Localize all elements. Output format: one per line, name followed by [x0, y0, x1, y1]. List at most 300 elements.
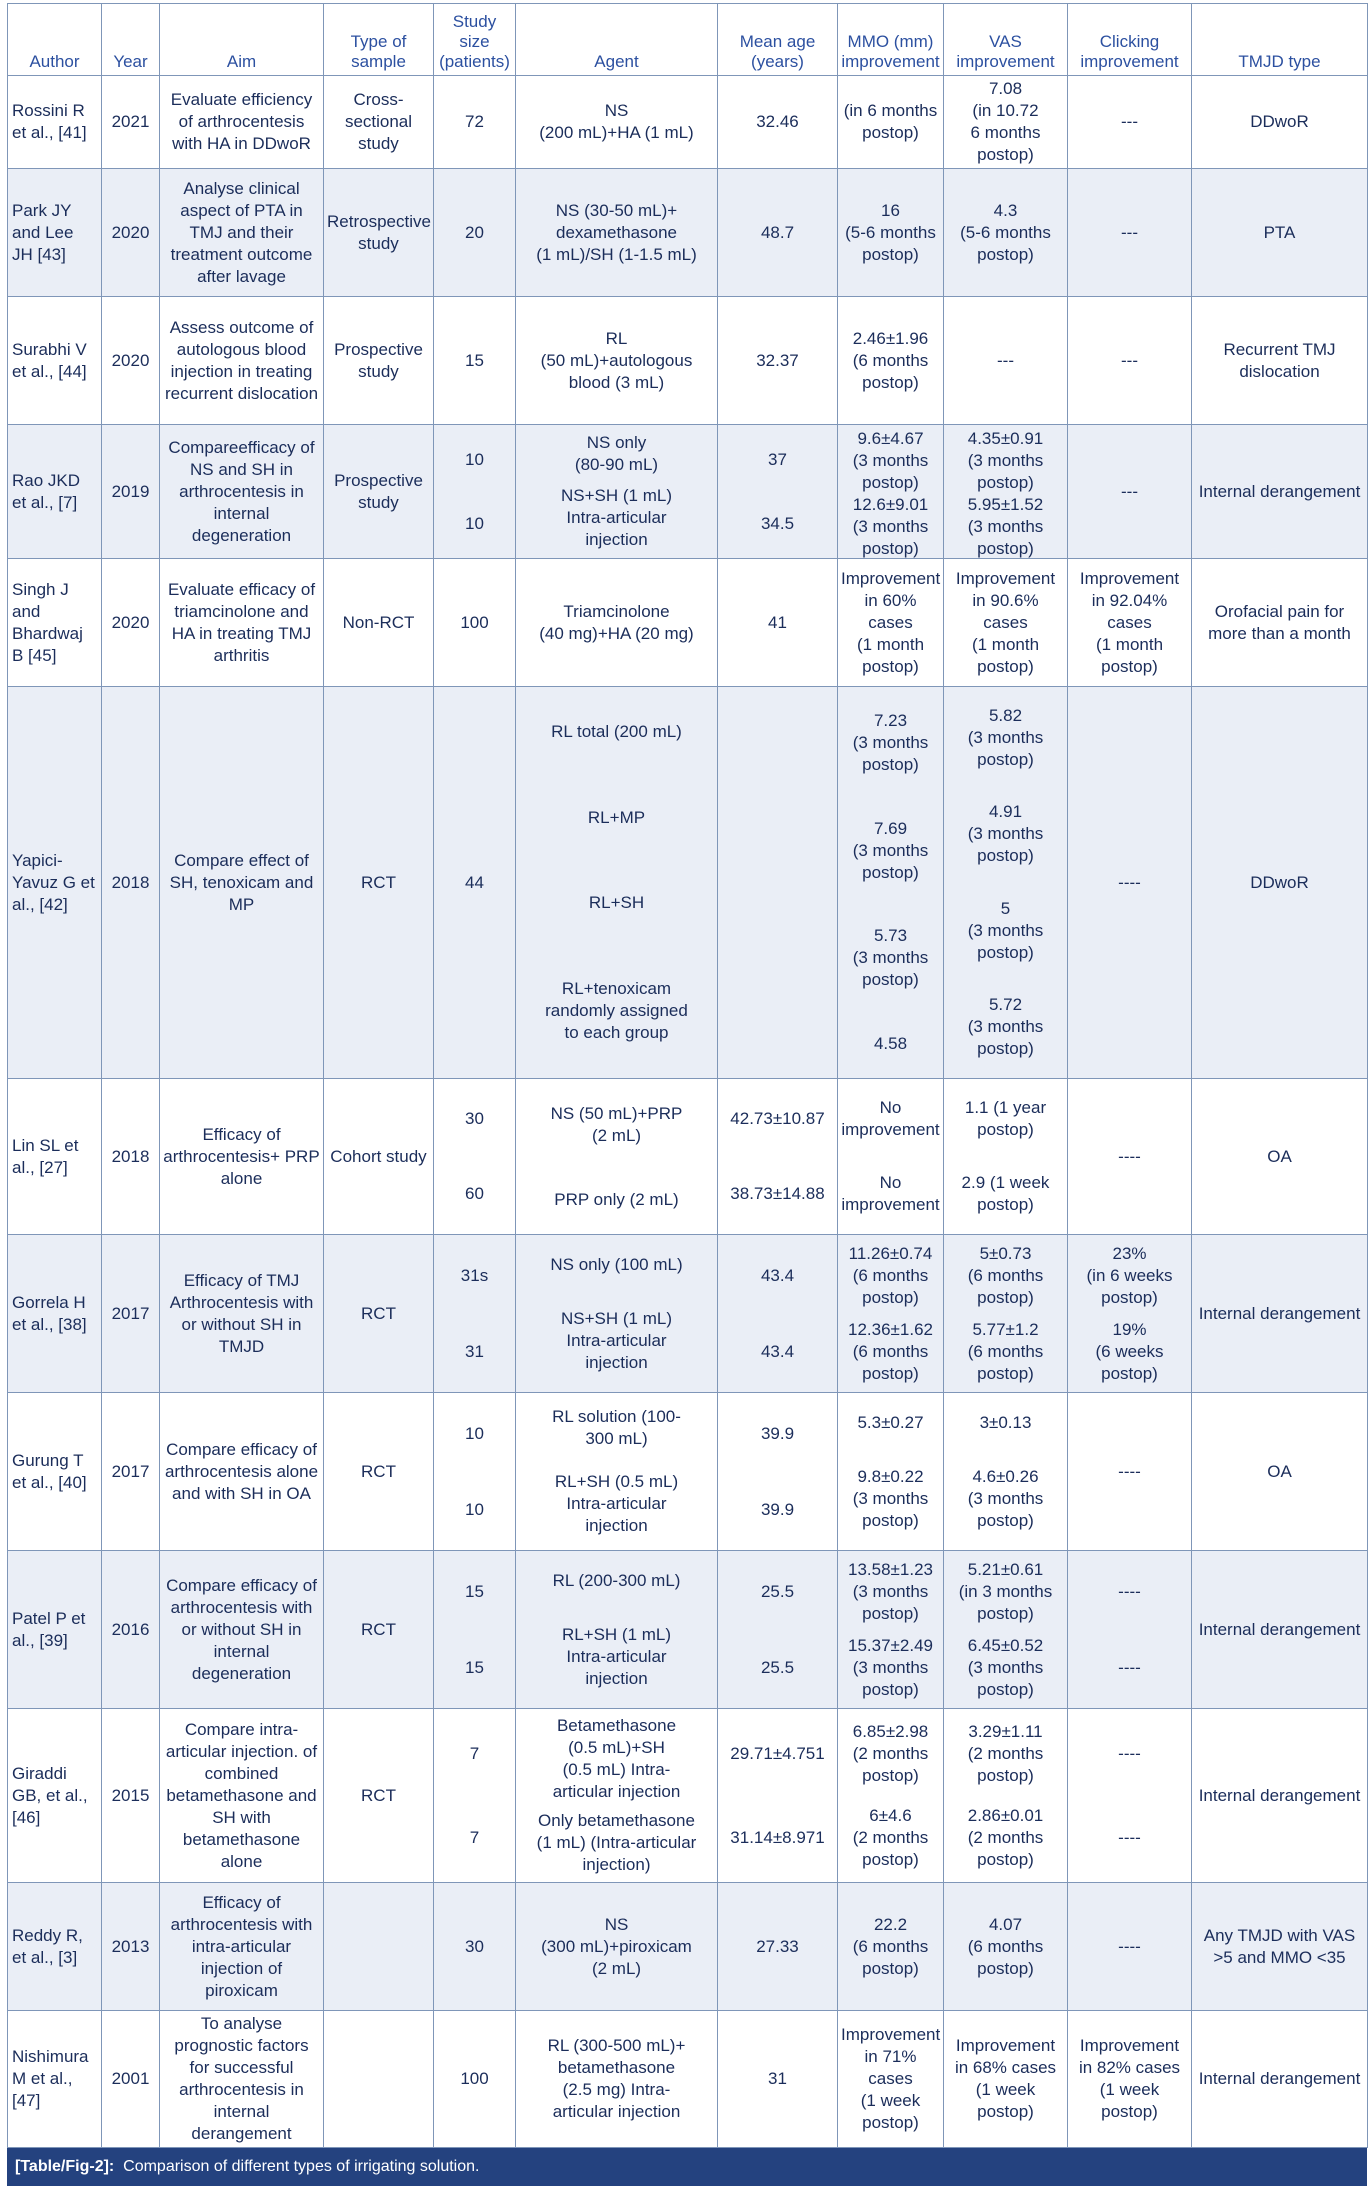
cell-vas	[944, 76, 1068, 169]
cell-vas-part: 5 (3 months postop)	[967, 898, 1044, 962]
header-row	[8, 4, 1368, 76]
cell-agent	[516, 76, 718, 169]
cell-click-text: ---	[1121, 112, 1138, 131]
cell-vas	[944, 297, 1068, 425]
header-cell: TMJD type	[1192, 4, 1368, 76]
cell-aim	[160, 425, 324, 559]
cell-age	[718, 76, 838, 169]
cell-size-part: 15	[465, 1657, 484, 1677]
cell-click-text: ---	[1121, 222, 1138, 242]
cell-year-text: 2018	[111, 1146, 150, 1166]
cell-year	[102, 1709, 160, 1883]
cell-type	[324, 1709, 434, 1883]
cell-age-part: 42.73±10.87	[730, 1109, 825, 1128]
cell-author	[8, 1393, 102, 1551]
cell-click	[1068, 1079, 1192, 1235]
cell-year	[102, 1079, 160, 1235]
table-row	[8, 1551, 1368, 1709]
cell-author	[8, 1551, 102, 1709]
cell-agent	[516, 1079, 718, 1235]
cell-year-text: 2021	[111, 112, 150, 131]
cell-type	[324, 687, 434, 1079]
cell-tmjd	[1192, 297, 1368, 425]
cell-mmo-part: 12.6±9.01 (3 months postop)	[852, 494, 929, 558]
cell-age-part: 38.73±14.88	[730, 1184, 825, 1203]
cell-type-text: RCT	[361, 1619, 396, 1639]
cell-vas	[944, 1883, 1068, 2011]
cell-author	[8, 559, 102, 687]
table-row	[8, 1883, 1368, 2011]
cell-vas-part: 5.95±1.52 (3 months postop)	[967, 494, 1044, 558]
table-row	[8, 2011, 1368, 2148]
cell-click	[1068, 425, 1192, 559]
table-body	[8, 76, 1368, 2148]
cell-author	[8, 1235, 102, 1393]
cell-agent-part: NS+SH (1 mL) Intra-articular injection	[561, 1308, 672, 1372]
cell-mmo-part: 5.3±0.27	[857, 1412, 924, 1432]
cell-age-part: 31.14±8.971	[730, 1827, 825, 1847]
cell-click	[1068, 1883, 1192, 2011]
cell-mmo-text: 16 (5-6 months postop)	[845, 200, 936, 264]
table-row	[8, 76, 1368, 169]
cell-click	[1068, 559, 1192, 687]
cell-age-part: 37	[768, 449, 787, 469]
cell-size-part: 30	[465, 1109, 484, 1128]
cell-aim-text: Efficacy of TMJ Arthrocentesis with or without SH in TMJD	[169, 1270, 314, 1356]
cell-author	[8, 169, 102, 297]
cell-mmo	[838, 425, 944, 559]
cell-agent-part: NS (50 mL)+PRP (2 mL)	[550, 1103, 683, 1145]
cell-vas-part: 4.6±0.26 (3 months postop)	[967, 1466, 1044, 1530]
cell-tmjd-text: DDwoR	[1250, 872, 1309, 892]
cell-year	[102, 559, 160, 687]
cell-click-text: ----	[1118, 1461, 1141, 1481]
cell-mmo-part: 6±4.6 (2 months postop)	[852, 1805, 929, 1869]
cell-agent-text: RL (300-500 mL)+ betamethasone (2.5 mg) Intra- articular injection	[547, 2036, 686, 2121]
cell-age	[718, 1709, 838, 1883]
cell-type	[324, 297, 434, 425]
cell-vas-text: Improvement in 90.6% cases (1 month postop)	[955, 568, 1056, 676]
cell-age-part: 34.5	[760, 513, 795, 533]
cell-vas-text: 4.3 (5-6 months postop)	[960, 200, 1051, 264]
cell-size	[434, 297, 516, 425]
cell-mmo-part: 12.36±1.62 (6 months postop)	[848, 1319, 933, 1383]
cell-author-text: Lin SL et al., [27]	[12, 1135, 79, 1177]
cell-age-part: 25.5	[760, 1657, 795, 1677]
cell-agent-part: NS only (100 mL)	[550, 1254, 683, 1274]
cell-size	[434, 1883, 516, 2011]
table-row	[8, 1079, 1368, 1235]
cell-size-part: 31	[465, 1341, 484, 1361]
cell-year	[102, 687, 160, 1079]
cell-author-text: Surabhi V et al., [44]	[12, 339, 87, 381]
cell-click	[1068, 1709, 1192, 1883]
cell-agent-part: RL+MP	[587, 807, 646, 827]
cell-vas	[944, 425, 1068, 559]
cell-aim-text: Efficacy of arthrocentesis+ PRP alone	[163, 1124, 320, 1188]
cell-vas-text: 7.08 (in 10.72 6 months postop)	[970, 79, 1041, 164]
cell-agent	[516, 297, 718, 425]
cell-age	[718, 425, 838, 559]
cell-aim	[160, 1883, 324, 2011]
cell-click-text: ---	[1121, 350, 1138, 370]
cell-tmjd	[1192, 76, 1368, 169]
cell-size	[434, 1235, 516, 1393]
table-row	[8, 169, 1368, 297]
cell-age	[718, 1883, 838, 2011]
cell-type	[324, 76, 434, 169]
cell-age-part: 39.9	[760, 1499, 795, 1519]
cell-tmjd-text: Internal derangement	[1198, 1619, 1361, 1639]
cell-author	[8, 425, 102, 559]
table-row	[8, 297, 1368, 425]
cell-aim	[160, 1235, 324, 1393]
cell-mmo	[838, 1709, 944, 1883]
table-row	[8, 1709, 1368, 1883]
cell-year-text: 2013	[111, 1936, 150, 1956]
cell-size-part: 10	[465, 1499, 484, 1519]
cell-mmo	[838, 1393, 944, 1551]
cell-size-text: 100	[460, 2069, 489, 2088]
cell-agent	[516, 559, 718, 687]
cell-mmo-part: 7.23 (3 months postop)	[852, 711, 929, 775]
cell-aim-text: To analyse prognostic factors for successful arthrocentesis in internal derangement	[174, 2014, 309, 2143]
cell-agent	[516, 1883, 718, 2011]
cell-click	[1068, 1393, 1192, 1551]
cell-type-text: Prospective study	[334, 470, 423, 512]
cell-type-text: Retrospective study	[327, 211, 431, 253]
cell-tmjd-text: Internal derangement	[1198, 481, 1361, 501]
cell-age-text: 32.37	[756, 350, 799, 370]
cell-click-part: ----	[1118, 1657, 1141, 1677]
table-row	[8, 1393, 1368, 1551]
cell-author-text: Singh J and Bhardwaj B [45]	[12, 579, 83, 665]
table-container	[7, 3, 1367, 2186]
cell-tmjd-text: OA	[1267, 1461, 1292, 1481]
cell-aim-text: Compare intra-articular injection. of combined betamethasone and SH with betamethasone alone	[165, 1719, 318, 1871]
cell-agent-text: NS (300 mL)+piroxicam (2 mL)	[541, 1914, 692, 1978]
cell-mmo-text: 2.46±1.96 (6 months postop)	[852, 328, 929, 392]
cell-type-text: RCT	[361, 872, 396, 892]
cell-vas-part: 2.86±0.01 (2 months postop)	[967, 1805, 1044, 1869]
cell-type	[324, 1551, 434, 1709]
header-cell: Aim	[160, 4, 324, 76]
cell-mmo-part: No improvement	[841, 1098, 940, 1139]
cell-vas	[944, 1079, 1068, 1235]
cell-author	[8, 2011, 102, 2148]
cell-type-text: Prospective study	[334, 339, 423, 381]
cell-type-text: RCT	[361, 1785, 396, 1805]
header-cell: Year	[102, 4, 160, 76]
cell-author-text: Yapici-Yavuz G et al., [42]	[12, 850, 95, 914]
cell-vas-part: 5.72 (3 months postop)	[967, 995, 1044, 1059]
cell-mmo-part: 6.85±2.98 (2 months postop)	[852, 1721, 929, 1785]
cell-size-part: 31s	[460, 1265, 489, 1285]
cell-tmjd-text: OA	[1267, 1146, 1292, 1166]
cell-click	[1068, 687, 1192, 1079]
cell-age-text: 48.7	[760, 222, 795, 242]
cell-year-text: 2019	[111, 481, 150, 501]
header-cell: Study size (patients)	[434, 4, 516, 76]
cell-size-text: 72	[465, 112, 484, 131]
cell-mmo-part: 9.6±4.67 (3 months postop)	[852, 428, 929, 492]
cell-age-part: 43.4	[760, 1265, 795, 1285]
cell-type	[324, 2011, 434, 2148]
cell-click-text: ----	[1118, 1146, 1141, 1166]
cell-vas-part: 5.77±1.2 (6 months postop)	[967, 1319, 1044, 1383]
cell-aim-text: Evaluate efficiency of arthrocentesis with HA in DDwoR	[170, 90, 313, 153]
cell-type-text: RCT	[361, 1303, 396, 1323]
cell-author	[8, 687, 102, 1079]
cell-click-part: 23% (in 6 weeks postop)	[1086, 1243, 1173, 1307]
cell-tmjd	[1192, 1883, 1368, 2011]
cell-author-text: Gurung T et al., [40]	[12, 1450, 87, 1492]
cell-type	[324, 1079, 434, 1235]
cell-age-text: 32.46	[756, 112, 799, 131]
cell-tmjd	[1192, 1393, 1368, 1551]
cell-aim-text: Evaluate efficacy of triamcinolone and HA in treating TMJ arthritis	[167, 579, 316, 665]
cell-mmo-text: (in 6 months postop)	[843, 101, 938, 142]
cell-tmjd-text: Internal derangement	[1198, 1303, 1361, 1323]
cell-vas-part: 3±0.13	[979, 1412, 1032, 1432]
cell-mmo	[838, 687, 944, 1079]
cell-agent	[516, 1709, 718, 1883]
cell-year	[102, 2011, 160, 2148]
cell-tmjd-text: Recurrent TMJ dislocation	[1223, 339, 1336, 381]
header-cell: Type of sample	[324, 4, 434, 76]
cell-vas	[944, 169, 1068, 297]
cell-type-text: RCT	[361, 1461, 396, 1481]
cell-year	[102, 1235, 160, 1393]
cell-vas-part: 6.45±0.52 (3 months postop)	[967, 1635, 1044, 1699]
cell-tmjd-text: Internal derangement	[1198, 1785, 1361, 1805]
cell-mmo	[838, 1551, 944, 1709]
cell-click-part: 19% (6 weeks postop)	[1095, 1319, 1164, 1383]
cell-mmo-part: 15.37±2.49 (3 months postop)	[848, 1635, 933, 1699]
cell-size	[434, 687, 516, 1079]
cell-agent-part: RL+SH (0.5 mL) Intra-articular injection	[554, 1472, 679, 1535]
cell-aim-text: Assess outcome of autologous blood injection in treating recurrent dislocation	[164, 317, 319, 403]
cell-aim	[160, 687, 324, 1079]
cell-mmo-text: 22.2 (6 months postop)	[852, 1914, 929, 1978]
cell-aim-text: Compare efficacy of arthrocentesis with or without SH in internal degeneration	[166, 1575, 317, 1683]
cell-author-text: Gorrela H et al., [38]	[12, 1292, 87, 1334]
header-cell: Clicking improvement	[1068, 4, 1192, 76]
cell-age	[718, 297, 838, 425]
cell-tmjd	[1192, 1235, 1368, 1393]
cell-tmjd-text: DDwoR	[1250, 112, 1309, 131]
cell-author	[8, 1883, 102, 2011]
caption-label: [Table/Fig-2]:	[15, 2158, 115, 2175]
cell-year-text: 2015	[111, 1785, 150, 1805]
cell-click-part: ----	[1118, 1743, 1141, 1763]
cell-age-text: 41	[768, 612, 787, 632]
cell-vas-part: 1.1 (1 year postop)	[964, 1098, 1047, 1139]
cell-year	[102, 1393, 160, 1551]
cell-mmo	[838, 2011, 944, 2148]
cell-age	[718, 2011, 838, 2148]
cell-age-text: 31	[768, 2069, 787, 2088]
cell-author-text: Rossini R et al., [41]	[12, 101, 87, 142]
cell-agent-part: RL (200-300 mL)	[552, 1570, 681, 1590]
cell-tmjd-text: Internal derangement	[1198, 2069, 1361, 2088]
cell-vas-part: 5±0.73 (6 months postop)	[967, 1243, 1044, 1307]
cell-age	[718, 687, 838, 1079]
cell-tmjd	[1192, 2011, 1368, 2148]
cell-vas	[944, 1235, 1068, 1393]
cell-size-text: 30	[465, 1936, 484, 1956]
cell-vas-part: 4.35±0.91 (3 months postop)	[967, 428, 1044, 492]
cell-year-text: 2001	[111, 2069, 150, 2088]
cell-vas	[944, 2011, 1068, 2148]
cell-mmo-part: 4.58	[873, 1033, 908, 1053]
cell-click	[1068, 169, 1192, 297]
header-cell: Agent	[516, 4, 718, 76]
cell-type	[324, 1883, 434, 2011]
cell-aim	[160, 1709, 324, 1883]
cell-tmjd-text: Any TMJD with VAS >5 and MMO <35	[1203, 1925, 1356, 1967]
cell-click-text: Improvement in 82% cases (1 week postop)	[1078, 2036, 1181, 2121]
cell-mmo-part: No improvement	[841, 1173, 940, 1214]
cell-agent	[516, 1393, 718, 1551]
cell-size	[434, 1551, 516, 1709]
cell-agent-part: PRP only (2 mL)	[554, 1189, 679, 1209]
cell-vas	[944, 687, 1068, 1079]
cell-size-part: 7	[469, 1743, 480, 1763]
cell-size-part: 10	[465, 513, 484, 533]
cell-aim	[160, 76, 324, 169]
cell-tmjd	[1192, 1079, 1368, 1235]
cell-aim-text: Compare efficacy of arthrocentesis alone and with SH in OA	[164, 1439, 319, 1503]
table-row	[8, 425, 1368, 559]
table-caption	[7, 2148, 1367, 2186]
cell-author-text: Reddy R, et al., [3]	[12, 1925, 83, 1967]
cell-click	[1068, 1551, 1192, 1709]
cell-age-part: 25.5	[760, 1581, 795, 1601]
caption-text: Comparison of different types of irrigating solution.	[123, 2158, 480, 2175]
cell-size-part: 10	[465, 1423, 484, 1443]
cell-age-part: 43.4	[760, 1341, 795, 1361]
cell-agent	[516, 1235, 718, 1393]
cell-age-part: 39.9	[760, 1423, 795, 1443]
cell-aim	[160, 297, 324, 425]
cell-tmjd	[1192, 169, 1368, 297]
cell-size-text: 44	[465, 872, 484, 892]
cell-size	[434, 169, 516, 297]
cell-click	[1068, 76, 1192, 169]
cell-year	[102, 1883, 160, 2011]
cell-age	[718, 1079, 838, 1235]
cell-vas-part: 5.82 (3 months postop)	[967, 705, 1044, 769]
cell-size	[434, 76, 516, 169]
cell-tmjd	[1192, 425, 1368, 559]
cell-agent-part: Betamethasone (0.5 mL)+SH (0.5 mL) Intra- articular injection	[552, 1716, 681, 1801]
cell-author	[8, 76, 102, 169]
cell-vas-part: 5.21±0.61 (in 3 months postop)	[958, 1559, 1053, 1623]
cell-author-text: Nishimura M et al., [47]	[12, 2047, 89, 2110]
cell-year-text: 2020	[111, 350, 150, 370]
cell-mmo	[838, 1235, 944, 1393]
cell-type	[324, 169, 434, 297]
cell-age	[718, 559, 838, 687]
cell-vas	[944, 1709, 1068, 1883]
table-row	[8, 687, 1368, 1079]
cell-age	[718, 1235, 838, 1393]
cell-mmo-part: 7.69 (3 months postop)	[852, 818, 929, 882]
cell-author	[8, 1709, 102, 1883]
cell-year	[102, 425, 160, 559]
cell-vas-text: 4.07 (6 months postop)	[967, 1914, 1044, 1978]
cell-year-text: 2020	[111, 222, 150, 242]
cell-type	[324, 1393, 434, 1551]
table-row	[8, 1235, 1368, 1393]
cell-vas	[944, 1393, 1068, 1551]
cell-aim-text: Compareefficacy of NS and SH in arthrocentesis in internal degeneration	[168, 437, 315, 545]
cell-author	[8, 1079, 102, 1235]
cell-author	[8, 297, 102, 425]
cell-year-text: 2016	[111, 1619, 150, 1639]
cell-agent	[516, 425, 718, 559]
cell-aim	[160, 559, 324, 687]
cell-mmo-text: Improvement in 71% cases (1 week postop)	[841, 2025, 941, 2132]
cell-tmjd-text: Orofacial pain for more than a month	[1208, 601, 1351, 643]
cell-size	[434, 425, 516, 559]
cell-click	[1068, 297, 1192, 425]
cell-click-part: ----	[1118, 1827, 1141, 1847]
cell-author-text: Giraddi GB, et al., [46]	[12, 1763, 88, 1827]
cell-agent-part: RL solution (100- 300 mL)	[552, 1407, 681, 1448]
cell-age-part: 29.71±4.751	[730, 1743, 825, 1763]
cell-tmjd	[1192, 687, 1368, 1079]
header-cell: MMO (mm) improvement	[838, 4, 944, 76]
cell-agent-part: NS only (80-90 mL)	[574, 433, 659, 474]
header-cell: VAS improvement	[944, 4, 1068, 76]
cell-agent	[516, 2011, 718, 2148]
cell-tmjd	[1192, 559, 1368, 687]
cell-author-text: Park JY and Lee JH [43]	[12, 200, 74, 264]
cell-agent-text: RL (50 mL)+autologous blood (3 mL)	[540, 328, 693, 392]
cell-size	[434, 1393, 516, 1551]
cell-mmo-part: 13.58±1.23 (3 months postop)	[848, 1559, 933, 1623]
cell-size	[434, 2011, 516, 2148]
cell-click-text: ----	[1118, 1936, 1141, 1956]
cell-year-text: 2020	[111, 612, 150, 632]
cell-age-text: 27.33	[756, 1936, 799, 1956]
cell-year	[102, 169, 160, 297]
cell-aim	[160, 1079, 324, 1235]
cell-agent-part: NS+SH (1 mL) Intra-articular injection	[561, 486, 672, 549]
cell-click	[1068, 1235, 1192, 1393]
cell-click-part: ----	[1118, 1581, 1141, 1601]
comparison-table	[7, 3, 1368, 2148]
cell-agent-text: NS (200 mL)+HA (1 mL)	[539, 101, 694, 142]
cell-agent	[516, 169, 718, 297]
cell-size	[434, 559, 516, 687]
cell-agent-part: Only betamethasone (1 mL) (Intra-articular injection)	[536, 1811, 697, 1874]
cell-size-text: 100	[460, 612, 489, 632]
cell-type-text: Non-RCT	[342, 612, 415, 632]
cell-mmo-part: 5.73 (3 months postop)	[852, 926, 929, 990]
cell-type-text: Cohort study	[330, 1146, 427, 1166]
cell-author-text: Rao JKD et al., [7]	[12, 470, 81, 512]
cell-year-text: 2017	[111, 1461, 150, 1481]
cell-mmo-part: 9.8±0.22 (3 months postop)	[852, 1466, 929, 1530]
cell-agent-part: RL+SH	[588, 893, 645, 913]
cell-age	[718, 169, 838, 297]
cell-vas-part: 2.9 (1 week postop)	[961, 1173, 1050, 1214]
cell-click-text: Improvement in 92.04% cases (1 month postop)	[1079, 568, 1180, 676]
cell-agent-text: Triamcinolone (40 mg)+HA (20 mg)	[539, 601, 694, 643]
